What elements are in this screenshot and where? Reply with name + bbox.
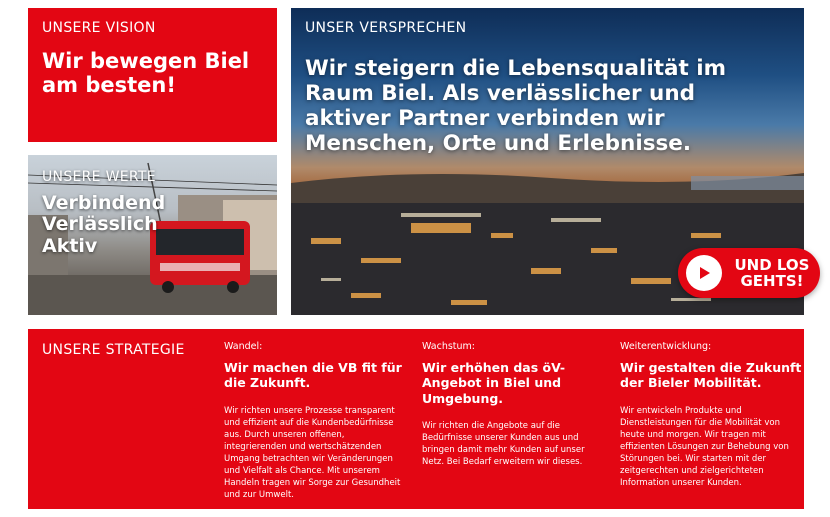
versprechen-label: UNSER VERSPRECHEN — [305, 20, 467, 36]
strategy-kicker: Wachstum: — [422, 341, 476, 352]
versprechen-heading: Wir steigern die Lebensqualität im Raum Biel. Als verlässlicher und aktiver Partner verbinden wir Menschen, Orte und Erlebnisse. — [305, 56, 727, 157]
werte-label: UNSERE WERTE — [42, 169, 156, 185]
strategy-heading: Wir erhöhen das öV-Angebot in Biel und Umgebung. — [422, 360, 566, 406]
werte-tile — [28, 155, 277, 315]
vision-tile — [28, 8, 277, 142]
und-los-gehts-button[interactable] — [678, 248, 820, 298]
strategy-kicker: Wandel: — [224, 341, 263, 352]
werte-value: Verbindend — [42, 192, 166, 214]
strategie-label: UNSERE STRATEGIE — [42, 342, 185, 358]
vision-heading: Wir bewegen Biel am besten! — [42, 49, 250, 97]
strategy-heading: Wir machen die VB fit für die Zukunft. — [224, 360, 402, 391]
strategy-heading: Wir gestalten die Zukunft der Bieler Mobilität. — [620, 360, 802, 391]
cta-line-2: GEHTS! — [740, 272, 804, 290]
strategy-kicker: Weiterentwicklung: — [620, 341, 712, 352]
strategy-body: Wir richten die Angebote auf die Bedürfnisse unserer Kunden aus und bringen damit mehr Kunden auf unser Netz. Bei Bedarf erweitern wir dieses. — [422, 420, 585, 467]
vision-label: UNSERE VISION — [42, 20, 156, 36]
cta-line-1: UND LOS — [734, 255, 810, 274]
strategie-tile — [28, 329, 804, 509]
werte-value: Aktiv — [42, 234, 98, 257]
strategy-body: Wir richten unsere Prozesse transparent und effizient auf die Kundenbedürfnisse aus. Durch unseren offenen, integrierenden und wertschätzenden Umgang betrachten wir Veränderungen und Vielfalt als Chance. Mit unserem Handeln tragen wir Sorge zur Gesundheit und zur Umwelt. — [224, 405, 401, 500]
werte-value: Verlässlich — [42, 213, 158, 236]
play-icon — [686, 255, 722, 291]
strategy-column-wandel — [224, 341, 409, 501]
strategy-column-wachstum — [422, 341, 607, 468]
strategy-column-weiterentwicklung — [620, 341, 804, 489]
strategy-body: Wir entwickeln Produkte und Dienstleistungen für die Mobilität von heute und morgen. Wir tragen mit effizienten Lösungen zur Behebung von Störungen bei. Wir starten mit der zeitgerechten und zielgerichteten Information unserer Kunden. — [620, 405, 789, 488]
